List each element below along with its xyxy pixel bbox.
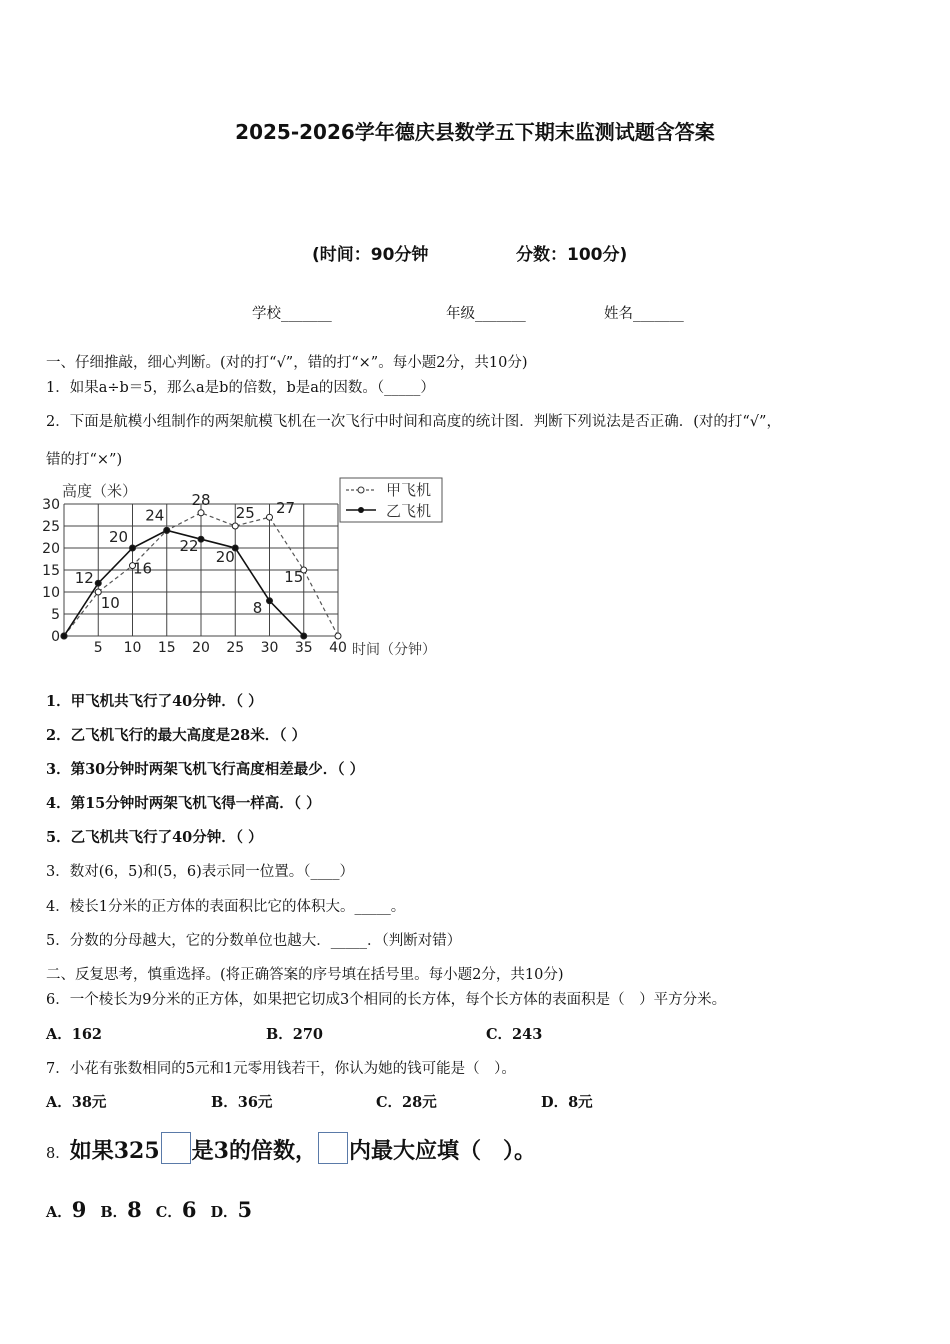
point-label: 28 (191, 490, 211, 509)
q8-text-c: 内最大应填（ ）。 (348, 1138, 536, 1164)
q8-text-a: 如果325 (69, 1138, 160, 1164)
x-tick-label: 25 (226, 640, 245, 656)
point-label: 15 (284, 568, 304, 586)
point-label: 25 (235, 504, 255, 522)
q8-blank-box-2[interactable] (318, 1132, 348, 1164)
question-4: 4．棱长1分米的正方体的表面积比它的体积大。_____。 (46, 899, 406, 915)
series-0-point (232, 523, 238, 529)
point-label: 24 (145, 506, 165, 525)
q8-option-b[interactable] (100, 1197, 142, 1222)
point-label: 8 (252, 598, 263, 617)
series-1-point (198, 536, 204, 542)
q8-option-b-letter: B． (100, 1204, 128, 1221)
point-label: 10 (100, 594, 120, 612)
series-1-point (130, 545, 136, 551)
q2-item-2: 2．乙飞机飞行的最大高度是28米．（ ） (46, 727, 307, 744)
q8-option-d[interactable] (210, 1197, 253, 1222)
q8-number: 8． (46, 1146, 70, 1162)
q8-option-d-value: 5 (237, 1197, 253, 1222)
x-tick-label: 15 (157, 640, 176, 656)
q8-option-a[interactable] (46, 1197, 87, 1222)
school-field[interactable]: 学校_______ (252, 306, 332, 322)
x-tick-label: 20 (192, 640, 210, 656)
q2-item-1: 1．甲飞机共飞行了40分钟．（ ） (46, 693, 263, 710)
series-1-point (61, 633, 67, 639)
q8-options (46, 1197, 252, 1222)
q8-text-b: 是3的倍数， (191, 1138, 317, 1164)
series-1-point (164, 527, 170, 533)
q2-item-3: 3．第30分钟时两架飞机飞行高度相差最少．（ ） (46, 761, 365, 778)
y-tick-label: 25 (42, 519, 60, 535)
section1-heading: 一、仔细推敲，细心判断。(对的打“√”，错的打“×”。每小题2分，共10分) (46, 355, 528, 371)
x-tick-label: 30 (260, 640, 279, 656)
point-label: 20 (215, 548, 235, 566)
q6-option-c[interactable]: C．243 (486, 1026, 543, 1043)
q7-option-b[interactable]: B．36元 (211, 1094, 273, 1111)
q8-option-c-letter: C． (155, 1204, 182, 1221)
y-tick-label: 20 (42, 541, 60, 557)
q8-option-a-value: 9 (71, 1197, 87, 1222)
point-label: 20 (108, 528, 129, 546)
question-3: 3．数对(6，5)和(5，6)表示同一位置。（____） (46, 864, 355, 880)
q8-option-a-letter: A． (46, 1204, 72, 1221)
q6-option-b[interactable]: B．270 (266, 1026, 324, 1043)
x-tick-label: 40 (329, 640, 347, 656)
legend-series-a: 甲飞机 (386, 481, 432, 499)
chart-legend (340, 478, 442, 522)
y-tick-label: 30 (42, 497, 60, 513)
page-title: 2025-2026学年德庆县数学五下期末监测试题含答案 (235, 120, 715, 144)
question-2: 2．下面是航模小组制作的两架航模飞机在一次飞行中时间和高度的统计图．判断下列说法是否正确．(对的打“√”， (46, 414, 781, 430)
exam-score: 分数：100分) (516, 245, 628, 265)
q2-item-4: 4．第15分钟时两架飞机飞得一样高．（ ） (46, 795, 321, 812)
series-1-point (301, 633, 307, 639)
y-tick-label: 5 (51, 607, 60, 623)
y-axis-label: 高度（米） (62, 482, 138, 500)
series-1-point (95, 580, 101, 586)
q8-option-c[interactable] (155, 1197, 197, 1222)
x-tick-label: 35 (294, 640, 313, 656)
point-label: 16 (132, 559, 153, 578)
series-0-point (267, 514, 273, 520)
exam-time: (时间：90分钟 (312, 245, 429, 265)
q8-option-d-letter: D． (210, 1204, 238, 1221)
name-field[interactable]: 姓名_______ (604, 306, 684, 322)
grade-field[interactable]: 年级_______ (446, 306, 526, 322)
point-label: 27 (275, 499, 296, 518)
q8-option-c-value: 6 (181, 1197, 197, 1222)
legend-series-b: 乙飞机 (386, 502, 432, 520)
x-tick-label: 10 (123, 640, 142, 656)
q8-option-b-value: 8 (127, 1197, 142, 1222)
series-0-point (335, 633, 341, 639)
point-label: 12 (74, 569, 94, 588)
point-label: 22 (179, 537, 199, 556)
series-1-point (267, 598, 273, 604)
question-5: 5．分数的分母越大，它的分数单位也越大．_____．（判断对错） (46, 933, 462, 949)
q6-option-a[interactable]: A．162 (46, 1026, 103, 1043)
y-tick-label: 15 (42, 563, 60, 579)
question-7: 7．小花有张数相同的5元和1元零用钱若干，你认为她的钱可能是（ ）。 (46, 1061, 516, 1077)
question-1: 1．如果a÷b＝5，那么a是b的倍数，b是a的因数。（_____） (46, 380, 435, 396)
q8-blank-box-1[interactable] (161, 1132, 191, 1164)
flight-height-chart (40, 474, 460, 664)
x-tick-label: 5 (93, 640, 103, 656)
q7-option-a[interactable]: A．38元 (46, 1094, 107, 1111)
question-8 (46, 1132, 536, 1165)
y-tick-label: 10 (42, 585, 60, 601)
x-axis-label: 时间（分钟） (352, 642, 436, 658)
question-2-cont: 错的打“×”) (46, 452, 123, 468)
question-6: 6．一个棱长为9分米的正方体，如果把它切成3个相同的长方体，每个长方体的表面积是（ ）平方分米。 (46, 992, 727, 1008)
section2-heading: 二、反复思考，慎重选择。(将正确答案的序号填在括号里。每小题2分，共10分) (46, 967, 564, 983)
series-0-point (198, 510, 204, 516)
q2-item-5: 5．乙飞机共飞行了40分钟．（ ） (46, 829, 263, 846)
q7-option-c[interactable]: C．28元 (376, 1094, 437, 1111)
q7-option-d[interactable]: D．8元 (541, 1094, 593, 1111)
y-tick-label: 0 (51, 629, 60, 645)
